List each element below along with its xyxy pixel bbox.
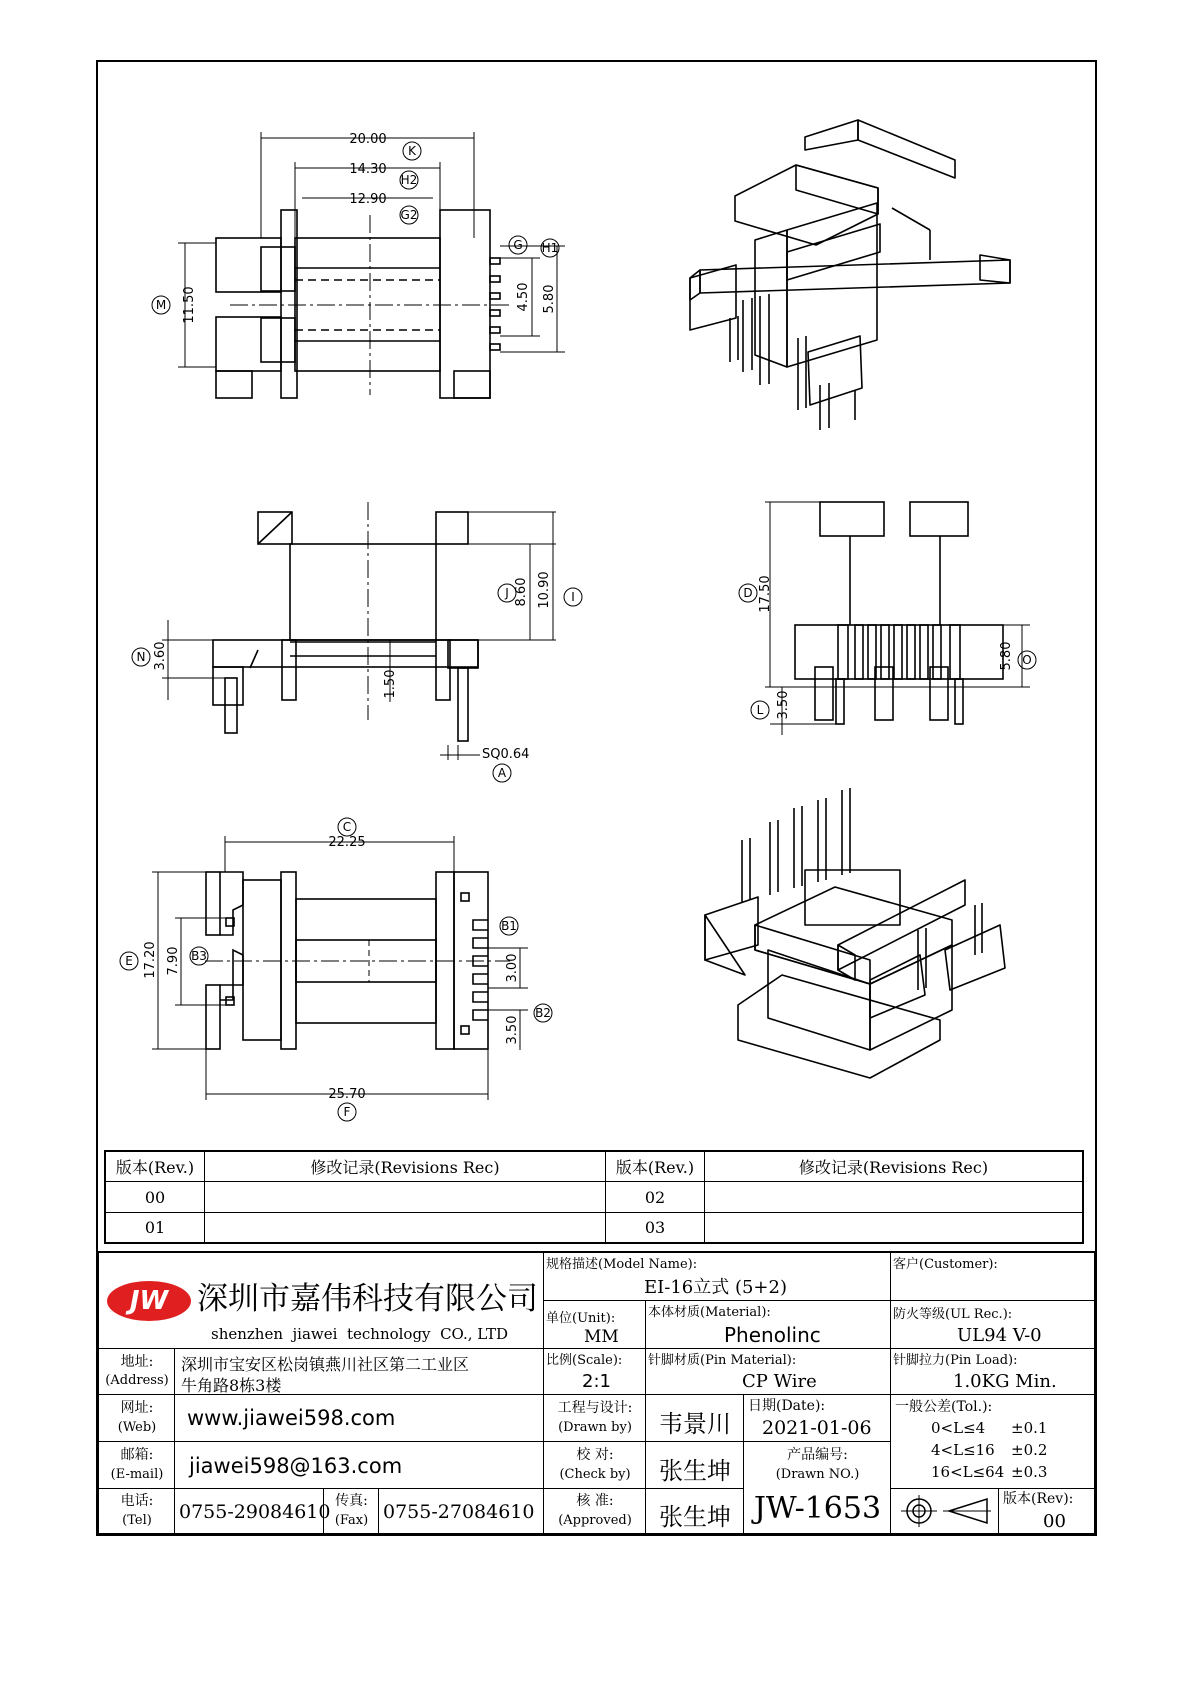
label-j: J (505, 586, 509, 600)
material-label: 本体材质(Material): (648, 1305, 771, 1320)
rec-row-1-right (705, 1182, 1082, 1213)
projection-symbol-cell (891, 1489, 999, 1533)
pin-material-cell (646, 1349, 891, 1395)
title-block (97, 1251, 1096, 1535)
label-h1: H1 (541, 241, 559, 255)
company-name-en: shenzhen jiawei technology CO., LTD (211, 1325, 509, 1343)
label-d: D (743, 586, 753, 600)
customer-cell (891, 1253, 1094, 1301)
dim-17-20: 17.20 (143, 941, 158, 979)
address-line-2: 牛角路8栋3楼 (181, 1376, 282, 1395)
rev-value: 00 (1043, 1511, 1066, 1532)
dim-3-50: 3.50 (776, 690, 791, 720)
address-label-en: (Address) (105, 1373, 169, 1388)
approved-label-cell (544, 1489, 646, 1533)
front-view (132, 502, 582, 782)
dim-25-70: 25.70 (328, 1087, 366, 1102)
tel-cell (175, 1489, 331, 1533)
tolerance-label: 一般公差(Tol.): (895, 1399, 993, 1415)
rev-header-left: 版本(Rev.) (106, 1152, 205, 1182)
check-by-cell (646, 1442, 744, 1489)
dim-3-00: 3.00 (505, 953, 520, 983)
dim-8-60: 8.60 (514, 577, 529, 607)
rec-header-right: 修改记录(Revisions Rec) (705, 1152, 1082, 1182)
web-cell (175, 1395, 544, 1442)
address-label-cell (99, 1349, 175, 1395)
web-label: 网址: (120, 1400, 154, 1416)
dim-4-50: 4.50 (516, 282, 531, 312)
email-label-cell (99, 1442, 175, 1489)
pin-material-label: 针脚材质(Pin Material): (648, 1353, 797, 1368)
drawing-no-value: JW-1653 (753, 1491, 882, 1526)
check-by-label: 校 对: (576, 1447, 614, 1463)
address-label: 地址: (120, 1354, 154, 1370)
revision-table (104, 1150, 1084, 1244)
tol-range-1: 0<L≤4 (931, 1419, 986, 1437)
email-cell (175, 1442, 544, 1489)
email-link[interactable]: jiawei598@163.com (189, 1454, 403, 1478)
dim-3-50-bottom: 3.50 (505, 1015, 520, 1045)
customer-label: 客户(Customer): (893, 1257, 998, 1272)
web-label-en: (Web) (117, 1420, 157, 1435)
rec-header-left: 修改记录(Revisions Rec) (205, 1152, 606, 1182)
jw-logo (107, 1281, 191, 1321)
date-cell (744, 1395, 891, 1442)
label-b3: B3 (191, 949, 207, 963)
label-l: L (756, 703, 764, 717)
company-name-cn: 深圳市嘉伟科技有限公司 (197, 1281, 538, 1317)
label-o: O (1022, 653, 1032, 667)
unit-value: MM (584, 1327, 619, 1347)
model-value: EI-16立式 (5+2) (644, 1277, 787, 1298)
tol-range-3: 16<L≤64 (931, 1463, 1005, 1481)
label-i: I (571, 590, 575, 604)
rev-row-1-left: 00 (106, 1182, 205, 1213)
label-m: M (155, 298, 167, 312)
dim-1-50: 1.50 (383, 669, 398, 699)
dim-5-80-side: 5.80 (999, 641, 1014, 671)
label-a: A (497, 766, 507, 780)
drawn-by-value: 韦景川 (659, 1410, 731, 1438)
dim-sq0-64: SQ0.64 (482, 747, 530, 762)
label-g2: G2 (400, 208, 418, 222)
dim-3-60: 3.60 (153, 641, 168, 671)
isometric-view-top (690, 120, 1010, 430)
tel-label: 电话: (120, 1493, 154, 1509)
address-line-1: 深圳市宝安区松岗镇燕川社区第二工业区 (181, 1355, 470, 1374)
ul-value: UL94 V-0 (957, 1325, 1042, 1346)
fax-label-cell (324, 1489, 379, 1533)
web-label-cell (99, 1395, 175, 1442)
dim-17-50: 17.50 (758, 575, 773, 613)
dim-14-30: 14.30 (349, 162, 387, 177)
fax-value: 0755-27084610 (383, 1501, 535, 1523)
drawn-by-label: 工程与设计: (557, 1400, 633, 1416)
tol-value-2: ±0.2 (1011, 1441, 1048, 1459)
rev-cell (999, 1489, 1094, 1533)
drawn-by-label-en: (Drawn by) (558, 1420, 632, 1435)
scale-cell (544, 1349, 646, 1395)
drawing-no-cell (744, 1489, 891, 1533)
unit-cell (544, 1301, 646, 1349)
tol-value-1: ±0.1 (1011, 1419, 1048, 1437)
drawn-no-label-en: (Drawn NO.) (775, 1467, 860, 1482)
ul-label: 防火等级(UL Rec.): (893, 1307, 1013, 1322)
fax-label: 传真: (335, 1493, 368, 1509)
dim-10-90: 10.90 (537, 571, 552, 609)
dim-5-80: 5.80 (542, 284, 557, 314)
date-label: 日期(Date): (748, 1398, 826, 1414)
tolerance-cell (891, 1395, 1094, 1489)
label-f: F (343, 1105, 351, 1119)
label-g: G (513, 238, 523, 252)
approved-label: 核 准: (576, 1493, 614, 1509)
tel-value: 0755-29084610 (179, 1501, 331, 1523)
rev-row-1-right: 02 (606, 1182, 705, 1213)
pin-load-cell (891, 1349, 1094, 1395)
third-angle-projection-icon (891, 1489, 999, 1533)
material-value: Phenolinc (724, 1323, 821, 1347)
scale-label: 比例(Scale): (546, 1353, 623, 1368)
pin-load-label: 针脚拉力(Pin Load): (893, 1353, 1018, 1368)
approved-cell (646, 1489, 744, 1533)
label-k: K (408, 144, 416, 158)
web-link[interactable]: www.jiawei598.com (187, 1406, 396, 1430)
tel-label-cell (99, 1489, 175, 1533)
drawn-no-label: 产品编号: (787, 1447, 848, 1463)
model-cell (544, 1253, 891, 1301)
rev-label: 版本(Rev): (1003, 1491, 1074, 1507)
dim-12-90: 12.90 (349, 192, 387, 207)
tol-range-2: 4<L≤16 (931, 1441, 995, 1459)
dim-11-50: 11.50 (182, 286, 197, 324)
check-by-value: 张生坤 (659, 1457, 731, 1485)
fax-cell (379, 1489, 544, 1533)
label-b2: B2 (535, 1006, 551, 1020)
check-by-label-en: (Check by) (559, 1467, 631, 1482)
date-value: 2021-01-06 (762, 1417, 872, 1439)
ul-cell (891, 1301, 1094, 1349)
company-cell (99, 1253, 544, 1349)
label-n: N (136, 650, 146, 664)
dim-7-90: 7.90 (166, 946, 181, 976)
tel-label-en: (Tel) (122, 1513, 152, 1528)
fax-label-en: (Fax) (334, 1513, 369, 1528)
email-label-en: (E-mail) (110, 1467, 164, 1482)
scale-value: 2:1 (582, 1371, 611, 1392)
label-h2: H2 (400, 173, 418, 187)
drawn-by-label-cell (544, 1395, 646, 1442)
bottom-view (120, 818, 552, 1121)
dim-20-00: 20.00 (349, 132, 387, 147)
address-cell (175, 1349, 544, 1395)
rec-row-2-left (205, 1213, 606, 1242)
rev-row-2-right: 03 (606, 1213, 705, 1242)
label-b1: B1 (501, 919, 517, 933)
material-cell (646, 1301, 891, 1349)
model-label: 规格描述(Model Name): (546, 1257, 698, 1272)
rec-row-2-right (705, 1213, 1082, 1242)
isometric-view-bottom (705, 788, 1005, 1078)
rev-row-2-left: 01 (106, 1213, 205, 1242)
pin-material-value: CP Wire (742, 1371, 817, 1392)
tol-value-3: ±0.3 (1011, 1463, 1048, 1481)
approved-label-en: (Approved) (558, 1513, 632, 1528)
drawn-no-label-cell (744, 1442, 891, 1489)
unit-label: 单位(Unit): (546, 1311, 616, 1326)
label-e: E (125, 954, 133, 968)
label-c: C (342, 820, 352, 834)
approved-value: 张生坤 (659, 1503, 731, 1531)
drawn-by-cell (646, 1395, 744, 1442)
jw-logo-text: JW (129, 1286, 169, 1316)
pin-load-value: 1.0KG Min. (953, 1371, 1057, 1392)
rec-row-1-left (205, 1182, 606, 1213)
rev-header-right: 版本(Rev.) (606, 1152, 705, 1182)
dim-22-25: 22.25 (328, 835, 366, 850)
email-label: 邮箱: (120, 1447, 154, 1463)
check-by-label-cell (544, 1442, 646, 1489)
